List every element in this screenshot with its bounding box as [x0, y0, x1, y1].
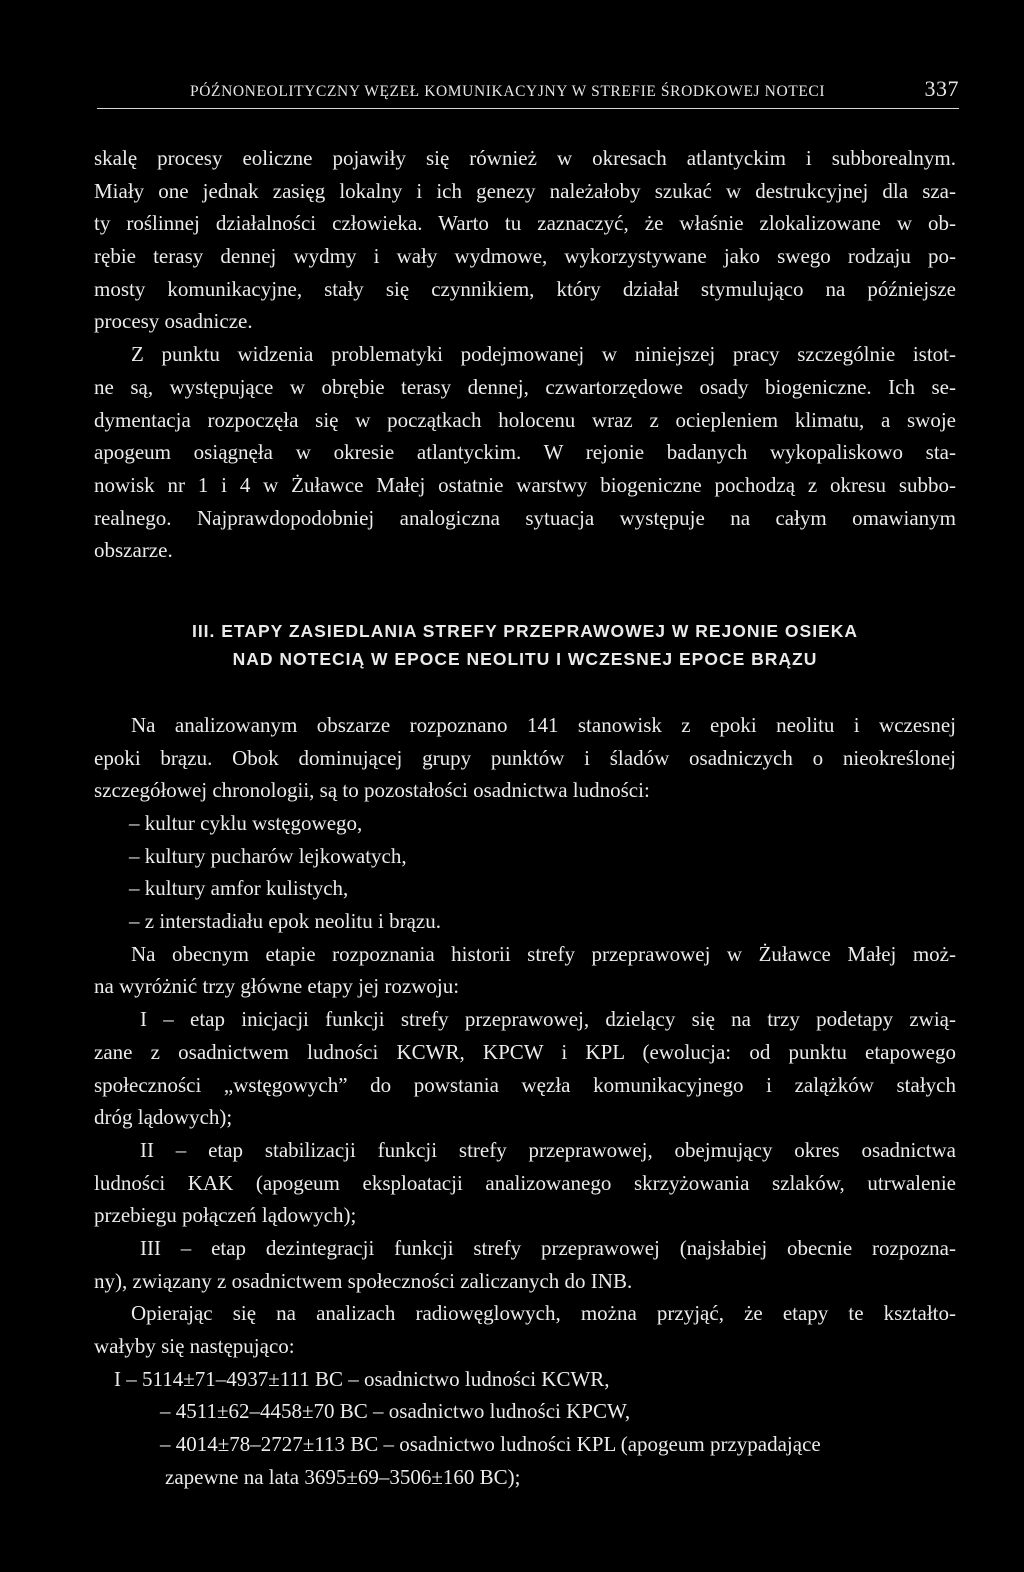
- list-item: – 4014±78–2727±113 BC – osadnictwo ludności KPL (apogeum przypadające: [160, 1432, 821, 1457]
- paragraph-4: [94, 938, 956, 1003]
- text-line: przebiegu połączeń lądowych);: [94, 1203, 357, 1228]
- radiocarbon-list: [94, 1363, 956, 1494]
- text-line: nowisk nr 1 i 4 w Żuławce Małej ostatnie warstwy biogeniczne pochodzą z okresu subbo-: [94, 472, 956, 497]
- list-item: – kultur cyklu wstęgowego,: [129, 811, 363, 835]
- text-line: ny), związany z osadnictwem społeczności zaliczanych do INB.: [94, 1268, 633, 1293]
- page-number: 337: [924, 76, 959, 101]
- document-body: [94, 142, 956, 1493]
- text-line: Z punktu widzenia problematyki podejmowanej w niniejszej pracy szczególnie istot-: [131, 342, 956, 367]
- text-line: mosty komunikacyjne, stały się czynnikiem, który działał stymulująco na późniejsze: [94, 276, 956, 301]
- section-heading-line: NAD NOTECIĄ W EPOCE NEOLITU I WCZESNEJ EPOCE BRĄZU: [232, 648, 818, 669]
- text-line: rębie terasy dennej wydmy i wały wydmowe, wykorzystywane jako swego rodzaju po-: [94, 244, 956, 269]
- text-line: szczegółowej chronologii, są to pozostałości osadnictwa ludności:: [94, 778, 650, 803]
- section-heading: [94, 617, 956, 673]
- paragraph-1: [94, 142, 956, 338]
- text-line: epoki brązu. Obok dominującej grupy punktów i śladów osadniczych o nieokreślonej: [94, 745, 956, 770]
- list-item: – 4511±62–4458±70 BC – osadnictwo ludności KPCW,: [160, 1399, 631, 1424]
- list-item: I – 5114±71–4937±111 BC – osadnictwo ludności KCWR,: [114, 1366, 610, 1391]
- paragraph-2: [94, 338, 956, 567]
- list-item: – z interstadiału epok neolitu i brązu.: [129, 909, 441, 934]
- text-line: skalę procesy eoliczne pojawiły się również w okresach atlantyckim i subborealnym.: [94, 146, 956, 170]
- text-line: obszarze.: [94, 538, 173, 563]
- text-line: Opierając się na analizach radiowęglowych, można przyjąć, że etapy te kształto-: [131, 1301, 956, 1326]
- stage-3: [94, 1232, 956, 1297]
- culture-list: [94, 807, 956, 938]
- list-item: – kultury amfor kulistych,: [129, 876, 349, 901]
- text-line: ne są, występujące w obrębie terasy dennej, czwartorzędowe osady biogeniczne. Ich se-: [94, 374, 956, 399]
- text-line: I – etap inicjacji funkcji strefy przeprawowej, dzielący się na trzy podetapy zwią-: [140, 1007, 956, 1032]
- text-line: ty roślinnej działalności człowieka. Warto tu zaznaczyć, że właśnie zlokalizowane w ob-: [94, 211, 956, 236]
- text-line: wałyby się następująco:: [94, 1334, 295, 1358]
- running-title: PÓŹNONEOLITYCZNY WĘZEŁ KOMUNIKACYJNY W STREFIE ŚRODKOWEJ NOTECI: [190, 83, 826, 100]
- text-line: Miały one jednak zasięg lokalny i ich genezy należałoby szukać w destrukcyjnej dla sza-: [94, 178, 956, 203]
- paragraph-5: [94, 1297, 956, 1362]
- text-line: dymentacja rozpoczęła się w początkach holocenu wraz z ociepleniem klimatu, a swoje: [94, 407, 956, 432]
- text-line: realnego. Najprawdopodobniej analogiczna sytuacja występuje na całym omawianym: [94, 505, 956, 530]
- text-line: II – etap stabilizacji funkcji strefy przeprawowej, obejmujący okres osadnictwa: [140, 1137, 956, 1162]
- spacer: [94, 673, 956, 709]
- text-line: Na obecnym etapie rozpoznania historii strefy przeprawowej w Żuławce Małej moż-: [131, 941, 956, 966]
- text-line: na wyróżnić trzy główne etapy jej rozwoju:: [94, 974, 460, 999]
- text-line: zane z osadnictwem ludności KCWR, KPCW i KPL (ewolucja: od punktu etapowego: [94, 1039, 956, 1064]
- text-line: III – etap dezintegracji funkcji strefy przeprawowej (najsłabiej obecnie rozpozna-: [140, 1235, 956, 1260]
- list-item: zapewne na lata 3695±69–3506±160 BC);: [165, 1464, 521, 1489]
- running-header: [97, 76, 959, 109]
- text-line: dróg lądowych);: [94, 1105, 233, 1130]
- stage-2: [94, 1134, 956, 1232]
- text-line: społeczności „wstęgowych” do powstania węzła komunikacyjnego i zalążków stałych: [94, 1072, 956, 1097]
- spacer: [94, 567, 956, 617]
- stage-1: [94, 1003, 956, 1134]
- list-item: – kultury pucharów lejkowatych,: [129, 843, 407, 868]
- section-heading-line: III. ETAPY ZASIEDLANIA STREFY PRZEPRAWOWEJ W REJONIE OSIEKA: [191, 620, 859, 641]
- text-line: apogeum osiągnęła w okresie atlantyckim. W rejonie badanych wykopaliskowo sta-: [94, 440, 956, 465]
- text-line: procesy osadnicze.: [94, 309, 253, 334]
- paragraph-3: [94, 709, 956, 807]
- text-line: ludności KAK (apogeum eksploatacji analizowanego skrzyżowania szlaków, utrwalenie: [94, 1170, 956, 1195]
- text-line: Na analizowanym obszarze rozpoznano 141 stanowisk z epoki neolitu i wczesnej: [131, 712, 956, 737]
